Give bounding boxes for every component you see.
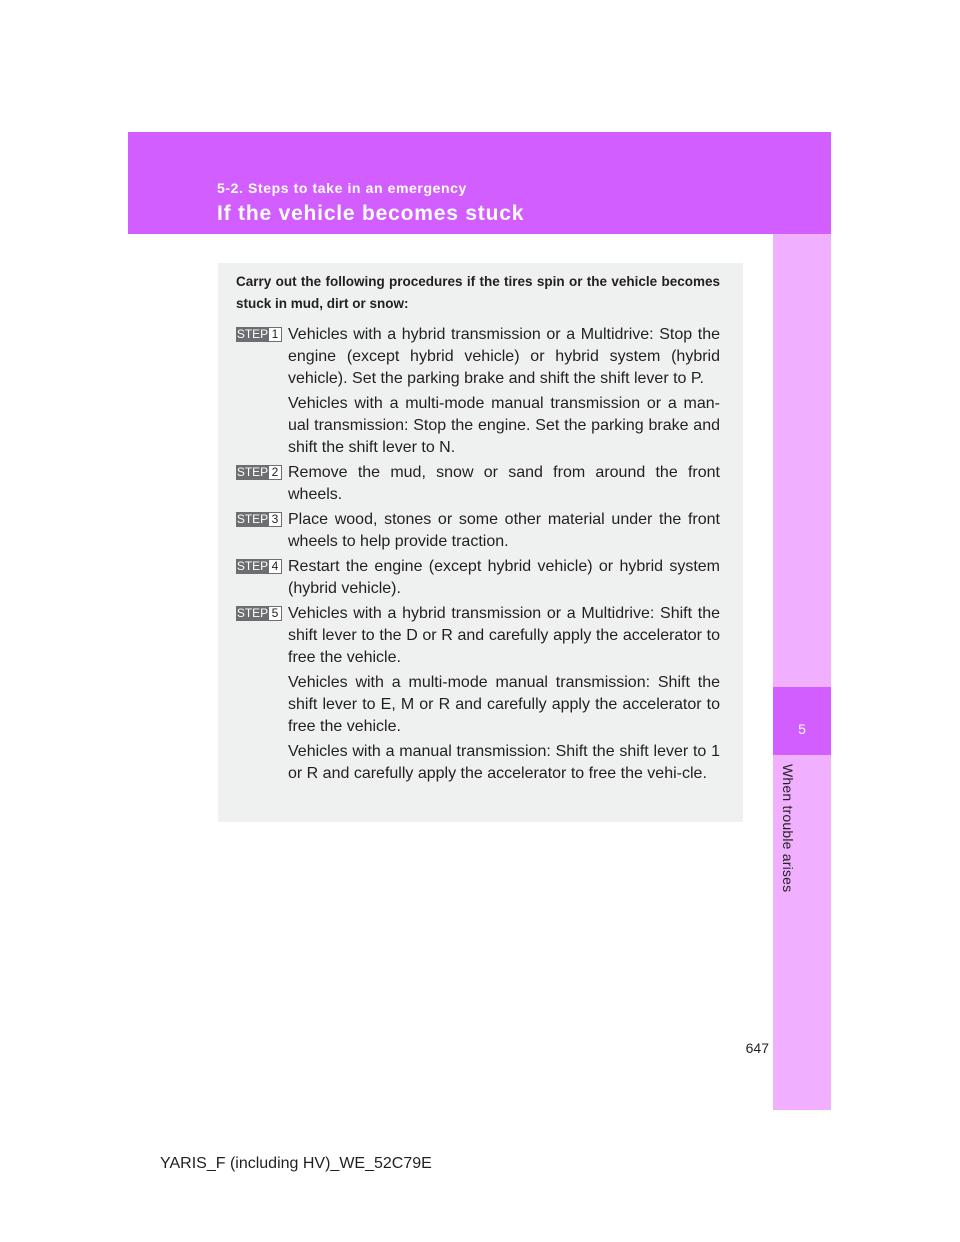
step-badge [236,327,283,342]
step-4 [236,556,720,603]
step-paragraph: Vehicles with a multi-mode manual transmission: Shift the shift lever to E, M or R and carefully apply the accelerator to free the vehicle. [288,674,720,735]
step-body [288,556,720,600]
step-badge-number: 5 [269,606,282,621]
step-paragraph: Place wood, stones or some other material under the front wheels to help provide traction. [288,511,720,550]
step-paragraph: Vehicles with a hybrid transmission or a Multidrive: Shift the shift lever to the D or R and carefully apply the accelerator to free the vehicle. [288,605,720,666]
step-badge [236,606,283,621]
section-label: 5-2. Steps to take in an emergency [217,180,467,196]
chapter-number-box [773,687,831,755]
step-badge-number: 3 [269,512,282,527]
step-badge-number: 1 [269,327,282,342]
step-3 [236,509,720,556]
step-paragraph: Restart the engine (except hybrid vehicle) or hybrid system (hybrid vehicle). [288,558,720,597]
procedure-box [218,263,743,822]
step-badge [236,512,283,527]
step-2 [236,462,720,509]
step-badge-label: STEP [236,606,269,620]
step-body [288,324,720,459]
step-badge-label: STEP [236,512,269,526]
step-badge [236,559,283,574]
step-badge-number: 4 [269,559,282,574]
page-number: 647 [745,1040,769,1056]
chapter-title: When trouble arises [780,764,796,893]
step-badge-label: STEP [236,327,269,341]
step-5 [236,603,720,788]
header-band [128,132,831,234]
page-title: If the vehicle becomes stuck [217,202,525,225]
step-body [288,603,720,785]
step-1 [236,324,720,462]
step-badge-number: 2 [269,465,282,480]
step-paragraph: Remove the mud, snow or sand from around the front wheels. [288,464,720,503]
intro-text: Carry out the following procedures if the tires spin or the vehicle becomes stuck in mud, dirt or snow: [236,274,720,311]
step-body [288,509,720,553]
step-paragraph: Vehicles with a hybrid transmission or a Multidrive: Stop the engine (except hybrid vehicle) or hybrid system (hybrid vehicle). Set the parking brake and shift the shift lever to P. [288,326,720,387]
step-paragraph: Vehicles with a multi-mode manual transmission or a man-ual transmission: Stop the engine. Set the parking brake and shift the shift lever to N. [288,395,720,456]
step-badge [236,465,283,480]
chapter-side-tab[interactable] [773,234,831,1110]
step-badge-label: STEP [236,465,269,479]
chapter-number: 5 [798,721,806,737]
step-paragraph: Vehicles with a manual transmission: Shift the shift lever to 1 or R and carefully apply the accelerator to free the vehi-cle. [288,743,720,782]
step-badge-label: STEP [236,559,269,573]
step-body [288,462,720,506]
document-code: YARIS_F (including HV)_WE_52C79E [160,1155,432,1172]
